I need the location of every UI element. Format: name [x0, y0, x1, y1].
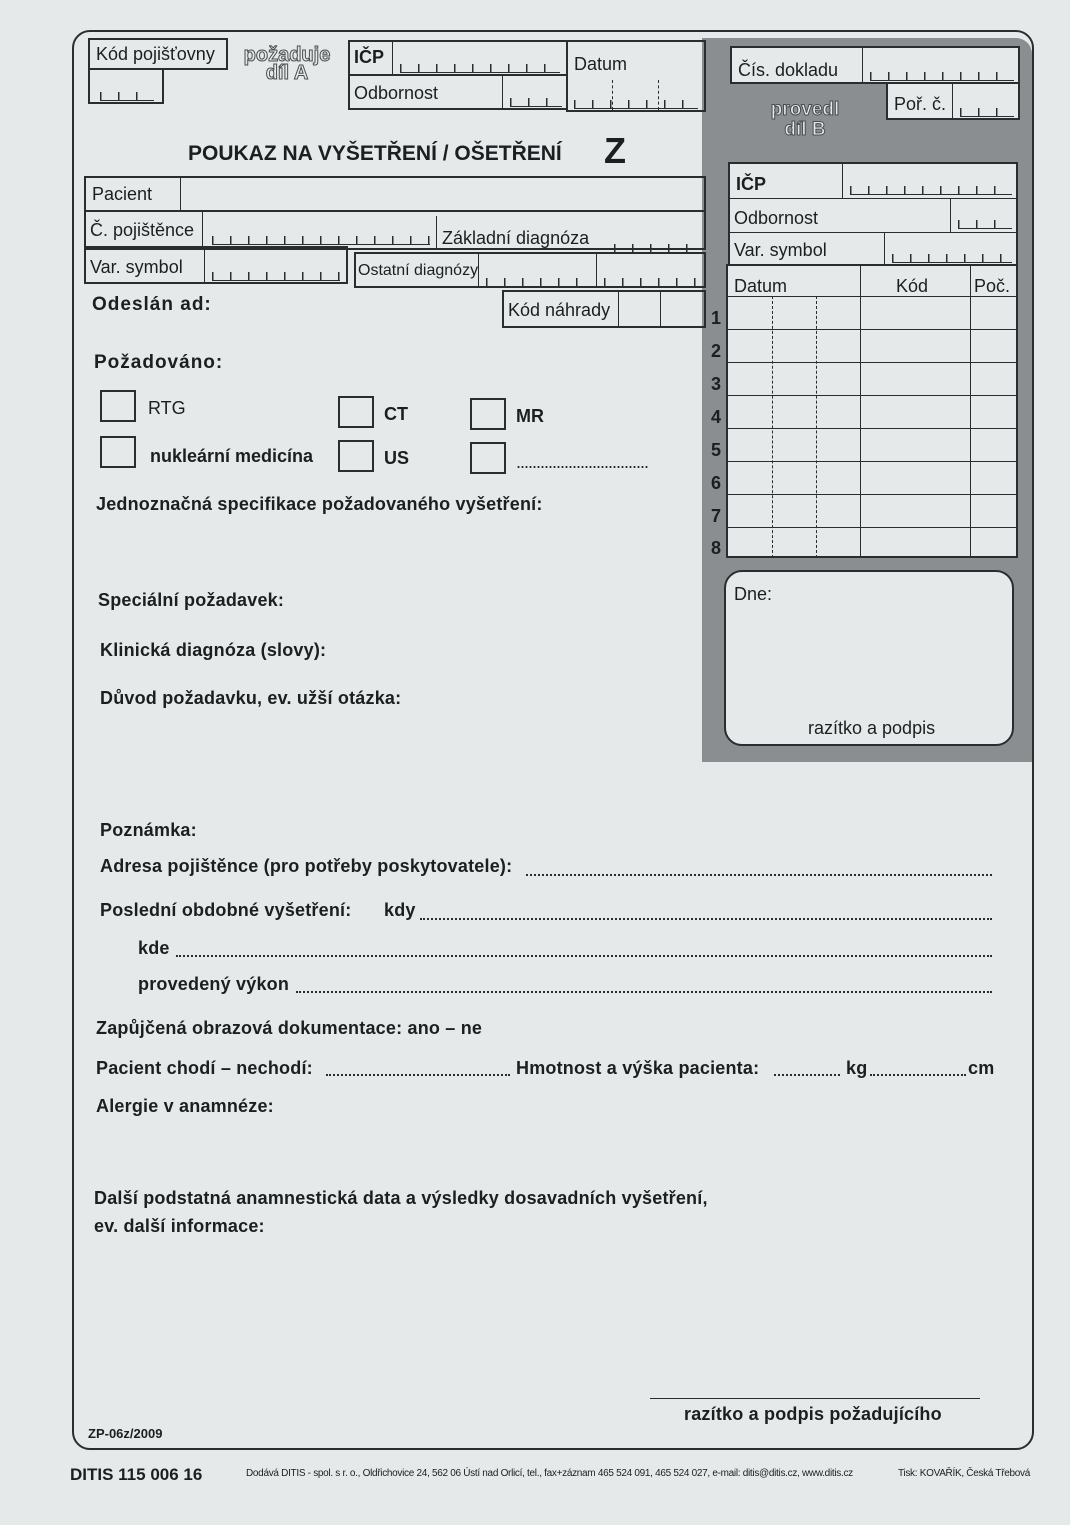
kod-nahrady-label: Kód náhrady	[508, 300, 611, 320]
ostatni-diagnozy-divider-2	[596, 252, 597, 288]
zapujcena-label: Zapůjčená obrazová dokumentace: ano – ne	[96, 1018, 483, 1038]
vyska-dotline[interactable]	[870, 1074, 966, 1076]
panel-b-var-symbol-ticks[interactable]	[892, 254, 1012, 263]
hmotnost-label: Hmotnost a výška pacienta:	[516, 1058, 760, 1078]
panel-b-odbornost-divider	[950, 198, 951, 232]
nuklearni-checkbox[interactable]	[100, 436, 136, 468]
ostatni-diagnozy-divider	[478, 252, 479, 288]
dil-b-label: díl B	[784, 119, 826, 140]
panel-b-icp-label: IČP	[736, 174, 767, 194]
cis-dokladu-ticks	[870, 72, 1014, 81]
pacient-box[interactable]	[84, 176, 706, 212]
zakladni-diagnoza-label: Základní diagnóza	[442, 228, 590, 248]
mr-checkbox[interactable]	[470, 398, 506, 430]
other-dotline: .................................	[516, 452, 649, 472]
icp-ticks	[400, 64, 560, 73]
col-kod-label: Kód	[896, 276, 929, 296]
pacient-chodi-dotline[interactable]	[326, 1074, 510, 1076]
por-c-label: Poř. č.	[894, 94, 947, 114]
supplier-info: Dodává DITIS - spol. s r. o., Oldřichovice 24, 562 06 Ústí nad Orlicí, tel., fax+záznam 465 524 091, 465 524 027, e-mail: ditis@ditis.cz, www.ditis.cz	[246, 1468, 853, 1479]
panel-b-icp-ticks[interactable]	[850, 186, 1012, 195]
adresa-dotline[interactable]	[526, 874, 992, 876]
datum-label: Datum	[574, 54, 628, 74]
table-datum-sep-2	[816, 296, 817, 558]
kdy-label: kdy	[384, 900, 416, 920]
kod-nahrady-divider-2	[660, 290, 661, 328]
table-row-line-5	[726, 461, 1018, 462]
icp-label: IČP	[354, 47, 385, 67]
panel-b-var-symbol-label: Var. symbol	[734, 240, 827, 260]
alergie-label: Alergie v anamnéze:	[96, 1096, 274, 1116]
odbornost-divider	[502, 74, 503, 110]
odbornost-ticks	[510, 98, 562, 107]
cis-dokladu-divider	[862, 46, 863, 84]
razitko-a-podpis-label: razítko a podpis	[808, 718, 936, 738]
poznamka-label: Poznámka:	[100, 820, 197, 840]
panel-b-icp-divider	[842, 162, 843, 198]
datum-sep-1	[612, 80, 613, 110]
col-poc-label: Poč.	[974, 276, 1011, 296]
col-datum-label: Datum	[734, 276, 788, 296]
c-pojistence-divider	[202, 210, 203, 250]
specialni-label: Speciální požadavek:	[98, 590, 285, 610]
panel-b-odbornost-label: Odbornost	[734, 208, 819, 228]
form-letter: Z	[604, 130, 626, 171]
ostatni-ticks-1	[486, 278, 590, 287]
nuklearni-label: nukleární medicína	[150, 446, 314, 466]
specifikace-label: Jednoznačná specifikace požadovaného vyšetření:	[96, 494, 543, 514]
icp-divider	[392, 40, 393, 76]
form-code: ZP-06z/2009	[88, 1426, 163, 1441]
klinicka-label: Klinická diagnóza (slovy):	[100, 640, 327, 660]
table-header-line	[726, 296, 1018, 297]
pacient-label: Pacient	[92, 184, 153, 204]
table-col-sep-2	[970, 264, 971, 558]
por-c-divider	[952, 82, 953, 120]
kod-nahrady-divider	[618, 290, 619, 328]
duvod-label: Důvod požadavku, ev. užší otázka:	[100, 688, 402, 708]
kdy-dotline[interactable]	[420, 918, 992, 920]
row-number-3: 3	[711, 374, 722, 394]
cis-dokladu-label: Čís. dokladu	[738, 60, 839, 80]
odbornost-label: Odbornost	[354, 83, 439, 103]
odeslan-ad-label: Odeslán ad:	[92, 294, 212, 315]
table-row-line-7	[726, 527, 1018, 528]
razitko-pozadujiciho-label: razítko a podpis požadujícího	[684, 1404, 942, 1424]
row-number-8: 8	[711, 538, 722, 558]
panel-b-id-sep-2	[728, 232, 1018, 233]
form-title: POUKAZ NA VYŠETŘENÍ / OŠETŘENÍ	[188, 142, 562, 165]
adresa-label: Adresa pojištěnce (pro potřeby poskytovatele):	[100, 856, 513, 876]
pacient-chodi-label: Pacient chodí – nechodí:	[96, 1058, 313, 1078]
us-label: US	[384, 448, 410, 468]
pozaduje-label: požaduje	[243, 44, 331, 66]
ct-checkbox[interactable]	[338, 396, 374, 428]
table-datum-sep-1	[772, 296, 773, 558]
print-info: Tisk: KOVAŘÍK, Česká Třebová	[898, 1468, 1031, 1479]
other-checkbox[interactable]	[470, 442, 506, 474]
cm-label: cm	[968, 1058, 995, 1078]
table-row-line-3	[726, 395, 1018, 396]
table-row-line-6	[726, 494, 1018, 495]
row-number-2: 2	[711, 341, 722, 361]
row-number-7: 7	[711, 506, 722, 526]
c-pojistence-ticks	[212, 236, 430, 245]
dil-a-label: díl A	[265, 62, 309, 84]
kde-label: kde	[138, 938, 170, 958]
var-symbol-label: Var. symbol	[90, 257, 183, 277]
posledni-label: Poslední obdobné vyšetření:	[100, 900, 352, 920]
panel-b-odbornost-ticks[interactable]	[958, 220, 1012, 229]
panel-b-id-sep-1	[728, 198, 1018, 199]
var-symbol-ticks	[212, 272, 340, 281]
row-number-6: 6	[711, 473, 722, 493]
zakladni-diagnoza-divider	[436, 216, 437, 250]
row-number-1: 1	[711, 308, 722, 328]
table-row-line-1	[726, 329, 1018, 330]
rtg-checkbox[interactable]	[100, 390, 136, 422]
datum-ticks	[574, 100, 698, 109]
kde-dotline[interactable]	[176, 955, 992, 957]
dalsi-label-1: Další podstatná anamnestická data a výsledky dosavadních vyšetření,	[94, 1188, 708, 1208]
var-symbol-divider	[204, 246, 205, 284]
por-c-ticks	[960, 108, 1014, 117]
kg-label: kg	[846, 1058, 868, 1078]
us-checkbox[interactable]	[338, 440, 374, 472]
panel-b-var-symbol-divider	[884, 232, 885, 266]
provedl-label: provedl	[770, 99, 840, 120]
pozadovano-label: Požadováno:	[94, 352, 224, 373]
hmotnost-dotline[interactable]	[774, 1074, 840, 1076]
ditis-number: DITIS 115 006 16	[70, 1465, 203, 1484]
ostatni-diagnozy-label: Ostatní diagnózy	[358, 262, 479, 279]
mr-label: MR	[516, 406, 544, 426]
panel-b-table	[726, 264, 1018, 558]
dalsi-label-2: ev. další informace:	[94, 1216, 265, 1236]
ct-label: CT	[384, 404, 408, 424]
table-col-sep-1	[860, 264, 861, 558]
row-number-4: 4	[711, 407, 722, 427]
pacient-divider	[180, 176, 181, 212]
provedeny-dotline[interactable]	[296, 991, 992, 993]
table-row-line-2	[726, 362, 1018, 363]
datum-sep-2	[658, 80, 659, 110]
ostatni-ticks-2	[604, 278, 700, 287]
dne-label: Dne:	[734, 584, 773, 604]
row-number-5: 5	[711, 440, 722, 460]
c-pojistence-label: Č. pojištěnce	[90, 220, 195, 240]
rtg-label: RTG	[148, 398, 186, 418]
table-row-line-4	[726, 428, 1018, 429]
provedeny-label: provedený výkon	[138, 974, 290, 994]
kod-pojistovny-ticks	[100, 92, 154, 101]
signature-line	[650, 1398, 980, 1399]
kod-pojistovny-label: Kód pojišťovny	[96, 44, 215, 64]
